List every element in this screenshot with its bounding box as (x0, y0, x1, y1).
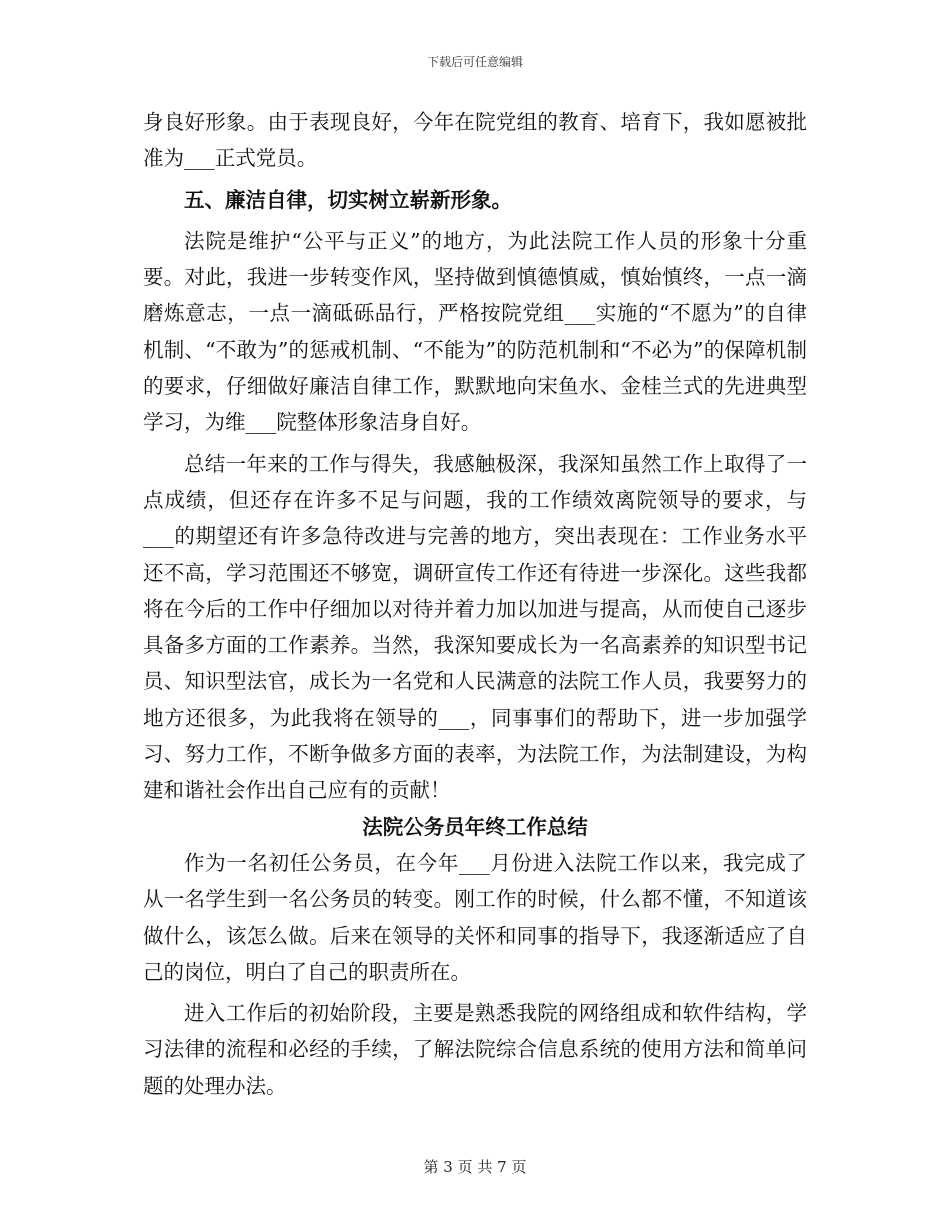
paragraph-4: 作为一名初任公务员，在今年___月份进入法院工作以来，我完成了从一名学生到一名公务员的转变。刚工作的时候，什么都不懂，不知道该做什么，该怎么做。后来在领导的关怀和同事的指导下，我逐渐适应了自己的岗位，明白了自己的职责所在。 (143, 850, 807, 984)
paragraph-2: 法院是维护“公平与正义”的地方，为此法院工作人员的形象十分重要。对此，我进一步转变作风，坚持做到慎德慎威，慎始慎终，一点一滴磨炼意志，一点一滴砥砾品行，严格按院党组___实施的“不愿为”的自律机制、“不敢为”的惩戒机制、“不能为”的防范机制和“不必为”的保障机制的要求，仔细做好廉洁自律工作，默默地向宋鱼水、金桂兰式的先进典型学习，为维___院整体形象洁身自好。 (143, 228, 807, 435)
document-body (143, 104, 807, 1104)
header-note: 下载后可任意编辑 (426, 55, 523, 69)
paragraph-3: 总结一年来的工作与得失，我感触极深，我深知虽然工作上取得了一点成绩，但还存在许多不足与问题，我的工作绩效离院领导的要求，与___的期望还有许多急待改进与完善的地方，突出表现在：工作业务水平还不高，学习范围还不够宽，调研宣传工作还有待进一步深化。这些我都将在今后的工作中仔细加以对待并着力加以加进与提高，从而使自己逐步具备多方面的工作素养。当然，我深知要成长为一名高素养的知识型书记员、知识型法官，成长为一名党和人民满意的法院工作人员，我要努力的地方还很多，为此我将在领导的___，同事事们的帮助下，进一步加强学习、努力工作，不断争做多方面的表率，为法院工作，为法制建设，为构建和谐社会作出自己应有的贡献！ (143, 451, 807, 803)
paragraph-5: 进入工作后的初始阶段，主要是熟悉我院的网络组成和软件结构，学习法律的流程和必经的手续，了解法院综合信息系统的使用方法和简单问题的处理办法。 (143, 1001, 807, 1098)
document-title-2: 法院公务员年终工作总结 (362, 814, 588, 839)
paragraph-1: 身良好形象。由于表现良好，今年在院党组的教育、培育下，我如愿被批准为___正式党员。 (143, 110, 807, 171)
section-heading-5: 五、廉洁自律，切实树立崭新形象。 (184, 187, 512, 212)
page-number: 第 3 页 共 7 页 (423, 1158, 527, 1176)
